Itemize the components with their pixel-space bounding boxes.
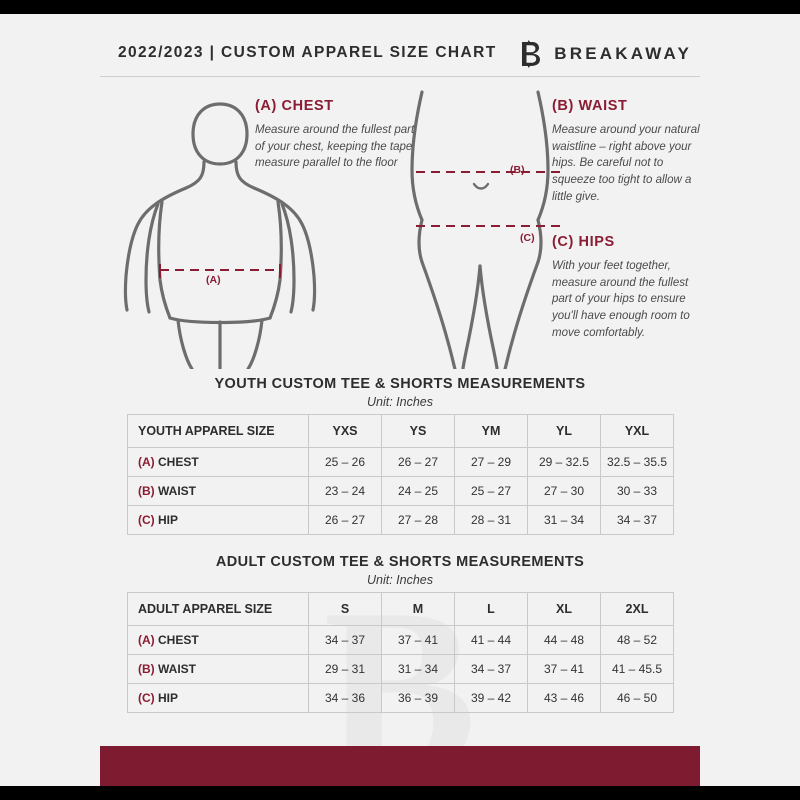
body-diagram-area — [100, 84, 700, 369]
cell: 37 – 41 — [528, 655, 601, 684]
callout-waist — [552, 98, 702, 205]
col-yxl: YXL — [601, 415, 674, 448]
col-ys: YS — [382, 415, 455, 448]
cell: 34 – 37 — [455, 655, 528, 684]
cell: 41 – 45.5 — [601, 655, 674, 684]
youth-section-title: YOUTH CUSTOM TEE & SHORTS MEASUREMENTS — [214, 376, 586, 392]
cell: 32.5 – 35.5 — [601, 448, 674, 477]
table-row — [128, 506, 674, 535]
row-label-hip — [128, 684, 309, 713]
cell: 43 – 46 — [528, 684, 601, 713]
callout-hips-text: With your feet together, measure around the fullest part of your hips to ensure you'll have enough room to move comfortably. — [552, 260, 690, 339]
col-xl: XL — [528, 593, 601, 626]
cell: 34 – 36 — [309, 684, 382, 713]
col-m: M — [382, 593, 455, 626]
cell: 34 – 37 — [601, 506, 674, 535]
size-chart-sheet — [0, 14, 800, 786]
adult-section-title: ADULT CUSTOM TEE & SHORTS MEASUREMENTS — [215, 554, 585, 570]
row-tag: (C) — [138, 513, 155, 527]
callout-waist-text: Measure around your natural waistline – right above your hips. Be careful not to squeeze too tight to allow a little give. — [552, 124, 700, 203]
page-title: 2022/2023 | CUSTOM APPAREL SIZE CHART — [118, 44, 497, 61]
table-row — [128, 626, 674, 655]
col-yxs: YXS — [309, 415, 382, 448]
adult-size-table — [127, 592, 674, 713]
callout-waist-title: (B) WAIST — [552, 98, 628, 114]
row-label: HIP — [158, 513, 179, 527]
table-row — [128, 448, 674, 477]
brand-name: BREAKAWAY — [554, 44, 692, 63]
row-tag: (B) — [138, 662, 155, 676]
col-yl: YL — [528, 415, 601, 448]
col-l: L — [455, 593, 528, 626]
callout-hips-title: (C) HIPS — [552, 234, 615, 250]
youth-section-unit: Unit: Inches — [366, 395, 433, 409]
row-tag: (A) — [138, 633, 155, 647]
cell: 46 – 50 — [601, 684, 674, 713]
cell: 31 – 34 — [528, 506, 601, 535]
row-tag: (B) — [138, 484, 155, 498]
adult-section-heading — [100, 554, 700, 587]
cell: 48 – 52 — [601, 626, 674, 655]
chest-measure-tag: (A) — [206, 274, 221, 286]
row-label-waist — [128, 655, 309, 684]
header-divider — [100, 76, 700, 77]
table-row — [128, 655, 674, 684]
brand-b-logo-icon — [516, 40, 542, 68]
cell: 27 – 30 — [528, 477, 601, 506]
brand-lockup — [516, 40, 692, 68]
cell: 37 – 41 — [382, 626, 455, 655]
cell: 25 – 27 — [455, 477, 528, 506]
row-label-chest — [128, 626, 309, 655]
table-header-row — [128, 415, 674, 448]
cell: 27 – 29 — [455, 448, 528, 477]
col-s: S — [309, 593, 382, 626]
row-label: HIP — [158, 691, 179, 705]
callout-chest-title: (A) CHEST — [255, 98, 334, 114]
row-tag: (C) — [138, 691, 155, 705]
cell: 25 – 26 — [309, 448, 382, 477]
cell: 29 – 32.5 — [528, 448, 601, 477]
callout-hips — [552, 234, 702, 341]
col-2xl: 2XL — [601, 593, 674, 626]
cell: 36 – 39 — [382, 684, 455, 713]
cell: 31 – 34 — [382, 655, 455, 684]
row-label-hip — [128, 506, 309, 535]
cell: 34 – 37 — [309, 626, 382, 655]
row-label-waist — [128, 477, 309, 506]
col-youth-apparel-size: YOUTH APPAREL SIZE — [128, 415, 309, 448]
cell: 23 – 24 — [309, 477, 382, 506]
col-ym: YM — [455, 415, 528, 448]
row-tag: (A) — [138, 455, 155, 469]
youth-section-heading — [100, 376, 700, 409]
cell: 29 – 31 — [309, 655, 382, 684]
row-label: CHEST — [158, 633, 199, 647]
callout-chest — [255, 98, 415, 172]
document-header — [0, 14, 800, 76]
cell: 28 – 31 — [455, 506, 528, 535]
hips-measure-tag: (C) — [520, 232, 535, 244]
cell: 26 – 27 — [382, 448, 455, 477]
cell: 27 – 28 — [382, 506, 455, 535]
row-label: CHEST — [158, 455, 199, 469]
cell: 24 – 25 — [382, 477, 455, 506]
waist-measure-tag: (B) — [510, 164, 525, 176]
adult-section-unit: Unit: Inches — [366, 573, 433, 587]
cell: 41 – 44 — [455, 626, 528, 655]
table-header-row — [128, 593, 674, 626]
table-row — [128, 684, 674, 713]
cell: 30 – 33 — [601, 477, 674, 506]
callout-chest-text: Measure around the fullest part of your chest, keeping the tape measure parallel to the floor — [255, 124, 415, 170]
cell: 44 – 48 — [528, 626, 601, 655]
footer-bar — [100, 746, 700, 786]
table-row — [128, 477, 674, 506]
row-label-chest — [128, 448, 309, 477]
youth-size-table — [127, 414, 674, 535]
cell: 26 – 27 — [309, 506, 382, 535]
row-label: WAIST — [158, 484, 197, 498]
row-label: WAIST — [158, 662, 197, 676]
col-adult-apparel-size: ADULT APPAREL SIZE — [128, 593, 309, 626]
cell: 39 – 42 — [455, 684, 528, 713]
